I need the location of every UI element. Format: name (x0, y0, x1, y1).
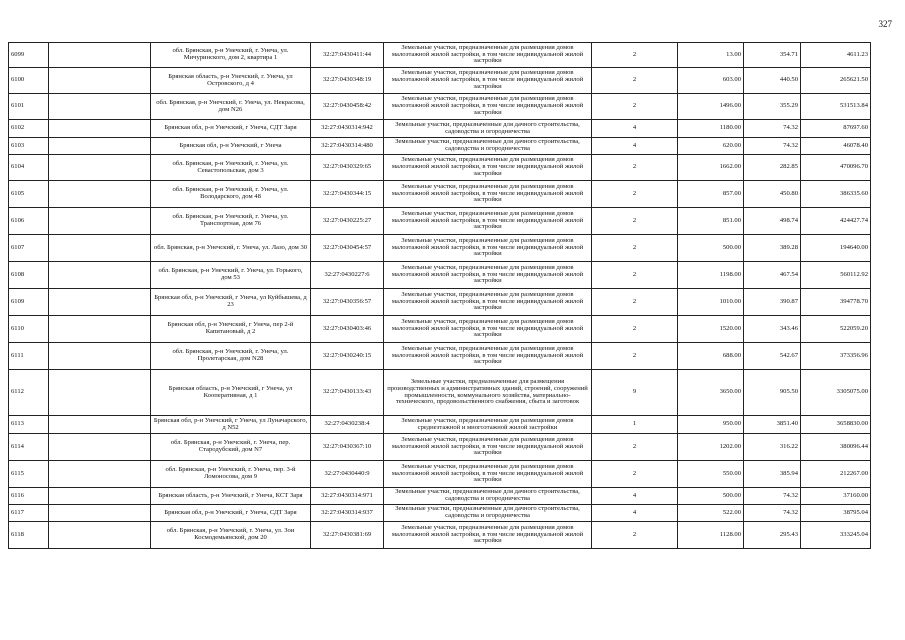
permitted-use-cell: Земельные участки, предназначенные для дачного строительства, садоводства и огородничества (384, 505, 592, 522)
cadastral-value-cell: 424427.74 (801, 208, 871, 235)
address-cell: Брянская обл, р-н Унечский, г Унеча, ул Куйбышева, д 23 (151, 289, 311, 316)
cadastral-value-cell: 386335.60 (801, 181, 871, 208)
spacer-cell (49, 370, 151, 416)
cadastral-value-cell: 38795.04 (801, 505, 871, 522)
area-cell: 3650.00 (678, 370, 744, 416)
table-row (9, 43, 871, 68)
permitted-use-cell: Земельные участки, предназначенные для размещения производственных и административных зданий, строений, сооружений промышленности, коммунального хозяйства, материально-технического, продовольственного снабжения, сбыта и заготовок (384, 370, 592, 416)
area-cell: 851.00 (678, 208, 744, 235)
table-row (9, 434, 871, 461)
cadastral-number-cell: 32:27:0430356:57 (311, 289, 384, 316)
table-row (9, 94, 871, 120)
spacer-cell (49, 208, 151, 235)
specific-value-cell: 467.54 (744, 262, 801, 289)
spacer-cell (49, 488, 151, 505)
use-group-cell: 2 (592, 262, 678, 289)
table-row (9, 522, 871, 549)
spacer-cell (49, 94, 151, 120)
parcel-number-cell: 6109 (9, 289, 49, 316)
cadastral-number-cell: 32:27:0430314:942 (311, 120, 384, 138)
area-cell: 1128.00 (678, 522, 744, 549)
use-group-cell: 2 (592, 289, 678, 316)
area-cell: 1180.00 (678, 120, 744, 138)
cadastral-number-cell: 32:27:0430344:15 (311, 181, 384, 208)
permitted-use-cell: Земельные участки, предназначенные для размещения домов малоэтажной жилой застройки, в том числе индивидуальной жилой застройки (384, 316, 592, 343)
use-group-cell: 2 (592, 181, 678, 208)
specific-value-cell: 295.43 (744, 522, 801, 549)
address-cell: обл. Брянская, р-н Унечский, г. Унеча, ул. Пролетарская, дом N28 (151, 343, 311, 370)
specific-value-cell: 354.71 (744, 43, 801, 68)
parcel-number-cell: 6110 (9, 316, 49, 343)
spacer-cell (49, 416, 151, 434)
spacer-cell (49, 461, 151, 488)
specific-value-cell: 74.32 (744, 120, 801, 138)
cadastral-value-cell: 194640.00 (801, 235, 871, 262)
cadastral-number-cell: 32:27:0430411:44 (311, 43, 384, 68)
table-body (9, 43, 871, 549)
use-group-cell: 4 (592, 488, 678, 505)
cadastral-value-cell: 4611.23 (801, 43, 871, 68)
cadastral-value-cell: 265621.50 (801, 68, 871, 94)
table-row (9, 289, 871, 316)
use-group-cell: 2 (592, 68, 678, 94)
specific-value-cell: 385.94 (744, 461, 801, 488)
use-group-cell: 9 (592, 370, 678, 416)
area-cell: 522.00 (678, 505, 744, 522)
address-cell: Брянская область, р-н Унечский, г Унеча, ул Кооперативная, д 1 (151, 370, 311, 416)
address-cell: обл. Брянская, р-н Унечский, г. Унеча, ул. Лазо, дом 30 (151, 235, 311, 262)
cadastral-number-cell: 32:27:0430348:19 (311, 68, 384, 94)
parcel-number-cell: 6105 (9, 181, 49, 208)
specific-value-cell: 74.32 (744, 488, 801, 505)
cadastral-number-cell: 32:27:0430367:10 (311, 434, 384, 461)
parcel-number-cell: 6113 (9, 416, 49, 434)
cadastral-value-cell: 470096.70 (801, 155, 871, 181)
address-cell: Брянская обл, р-н Унечский, г Унеча, пер 2-й Капитановый, д 2 (151, 316, 311, 343)
table-row (9, 208, 871, 235)
address-cell: обл. Брянская, р-н Унечский, г. Унеча, ул. Мичуринского, дом 2, квартира 1 (151, 43, 311, 68)
use-group-cell: 2 (592, 235, 678, 262)
cadastral-value-table (8, 42, 871, 549)
spacer-cell (49, 505, 151, 522)
permitted-use-cell: Земельные участки, предназначенные для размещения домов малоэтажной жилой застройки, в том числе индивидуальной жилой застройки (384, 181, 592, 208)
cadastral-value-cell: 394778.70 (801, 289, 871, 316)
address-cell: обл. Брянская, р-н Унечский, г. Унеча, пер. Стародубский, дом N7 (151, 434, 311, 461)
cadastral-number-cell: 32:27:0430440:9 (311, 461, 384, 488)
spacer-cell (49, 43, 151, 68)
spacer-cell (49, 289, 151, 316)
spacer-cell (49, 120, 151, 138)
table-row (9, 316, 871, 343)
use-group-cell: 4 (592, 138, 678, 155)
cadastral-value-cell: 87697.60 (801, 120, 871, 138)
parcel-number-cell: 6104 (9, 155, 49, 181)
table-row (9, 505, 871, 522)
parcel-number-cell: 6100 (9, 68, 49, 94)
specific-value-cell: 905.50 (744, 370, 801, 416)
permitted-use-cell: Земельные участки, предназначенные для размещения домов малоэтажной жилой застройки, в том числе индивидуальной жилой застройки (384, 522, 592, 549)
use-group-cell: 2 (592, 94, 678, 120)
permitted-use-cell: Земельные участки, предназначенные для размещения домов малоэтажной жилой застройки, в том числе индивидуальной жилой застройки (384, 461, 592, 488)
use-group-cell: 2 (592, 155, 678, 181)
parcel-number-cell: 6099 (9, 43, 49, 68)
table-row (9, 181, 871, 208)
parcel-number-cell: 6112 (9, 370, 49, 416)
spacer-cell (49, 235, 151, 262)
cadastral-number-cell: 32:27:0430240:15 (311, 343, 384, 370)
cadastral-number-cell: 32:27:0430238:4 (311, 416, 384, 434)
cadastral-number-cell: 32:27:0430381:69 (311, 522, 384, 549)
specific-value-cell: 389.28 (744, 235, 801, 262)
use-group-cell: 2 (592, 343, 678, 370)
use-group-cell: 1 (592, 416, 678, 434)
address-cell: Брянская обл, р-н Унечский, г Унеча, СДТ Заря (151, 120, 311, 138)
page-number: 327 (878, 19, 892, 29)
table-row (9, 262, 871, 289)
cadastral-value-cell: 531513.84 (801, 94, 871, 120)
use-group-cell: 4 (592, 505, 678, 522)
specific-value-cell: 390.87 (744, 289, 801, 316)
address-cell: Брянская обл, р-н Унечский, г Унеча, СДТ Заря (151, 505, 311, 522)
address-cell: обл. Брянская, р-н Унечский, г. Унеча, ул. Севастопольская, дом 3 (151, 155, 311, 181)
spacer-cell (49, 138, 151, 155)
address-cell: Брянская область, р-н Унечский, г Унеча, КСТ Заря (151, 488, 311, 505)
area-cell: 1496.00 (678, 94, 744, 120)
cadastral-value-cell: 560112.92 (801, 262, 871, 289)
area-cell: 500.00 (678, 235, 744, 262)
address-cell: обл. Брянская, р-н Унечский, г. Унеча, ул. Володарского, дом 48 (151, 181, 311, 208)
area-cell: 550.00 (678, 461, 744, 488)
use-group-cell: 2 (592, 461, 678, 488)
address-cell: обл. Брянская, р-н Унечский, г. Унеча, ул. Транспортная, дом 76 (151, 208, 311, 235)
parcel-number-cell: 6101 (9, 94, 49, 120)
address-cell: обл. Брянская, р-н Унечский, г. Унеча, ул. Некрасова, дом N26 (151, 94, 311, 120)
cadastral-number-cell: 32:27:0430227:6 (311, 262, 384, 289)
spacer-cell (49, 155, 151, 181)
cadastral-value-cell: 46078.40 (801, 138, 871, 155)
cadastral-value-cell: 3305075.00 (801, 370, 871, 416)
spacer-cell (49, 68, 151, 94)
cadastral-number-cell: 32:27:0430458:42 (311, 94, 384, 120)
specific-value-cell: 440.50 (744, 68, 801, 94)
cadastral-value-cell: 37160.00 (801, 488, 871, 505)
address-cell: Брянская обл, р-н Унечский, г Унеча, ул Луначарского, д N52 (151, 416, 311, 434)
use-group-cell: 2 (592, 522, 678, 549)
area-cell: 950.00 (678, 416, 744, 434)
cadastral-number-cell: 32:27:0430314:937 (311, 505, 384, 522)
area-cell: 1010.00 (678, 289, 744, 316)
cadastral-value-cell: 373356.96 (801, 343, 871, 370)
specific-value-cell: 498.74 (744, 208, 801, 235)
area-cell: 13.00 (678, 43, 744, 68)
area-cell: 688.00 (678, 343, 744, 370)
parcel-number-cell: 6103 (9, 138, 49, 155)
table-row (9, 155, 871, 181)
cadastral-number-cell: 32:27:0430329:65 (311, 155, 384, 181)
specific-value-cell: 450.80 (744, 181, 801, 208)
cadastral-value-cell: 333245.04 (801, 522, 871, 549)
cadastral-value-cell: 380096.44 (801, 434, 871, 461)
table-row (9, 138, 871, 155)
area-cell: 857.00 (678, 181, 744, 208)
table-row (9, 235, 871, 262)
specific-value-cell: 316.22 (744, 434, 801, 461)
area-cell: 500.00 (678, 488, 744, 505)
specific-value-cell: 3851.40 (744, 416, 801, 434)
parcel-number-cell: 6108 (9, 262, 49, 289)
use-group-cell: 2 (592, 208, 678, 235)
parcel-number-cell: 6116 (9, 488, 49, 505)
area-cell: 1202.00 (678, 434, 744, 461)
table-row (9, 370, 871, 416)
cadastral-number-cell: 32:27:0430403:46 (311, 316, 384, 343)
specific-value-cell: 343.46 (744, 316, 801, 343)
specific-value-cell: 282.85 (744, 155, 801, 181)
table-row (9, 461, 871, 488)
table-row (9, 416, 871, 434)
permitted-use-cell: Земельные участки, предназначенные для размещения домов малоэтажной жилой застройки, в том числе индивидуальной жилой застройки (384, 208, 592, 235)
specific-value-cell: 74.32 (744, 138, 801, 155)
use-group-cell: 2 (592, 316, 678, 343)
permitted-use-cell: Земельные участки, предназначенные для размещения домов среднеэтажной и многоэтажной жилой застройки (384, 416, 592, 434)
specific-value-cell: 74.32 (744, 505, 801, 522)
permitted-use-cell: Земельные участки, предназначенные для размещения домов малоэтажной жилой застройки, в том числе индивидуальной жилой застройки (384, 155, 592, 181)
parcel-number-cell: 6118 (9, 522, 49, 549)
parcel-number-cell: 6115 (9, 461, 49, 488)
spacer-cell (49, 343, 151, 370)
spacer-cell (49, 316, 151, 343)
area-cell: 1662.00 (678, 155, 744, 181)
table-row (9, 343, 871, 370)
table-row (9, 120, 871, 138)
parcel-number-cell: 6107 (9, 235, 49, 262)
permitted-use-cell: Земельные участки, предназначенные для размещения домов малоэтажной жилой застройки, в том числе индивидуальной жилой застройки (384, 289, 592, 316)
area-cell: 603.00 (678, 68, 744, 94)
permitted-use-cell: Земельные участки, предназначенные для дачного строительства, садоводства и огородничества (384, 488, 592, 505)
area-cell: 1520.00 (678, 316, 744, 343)
spacer-cell (49, 262, 151, 289)
table-row (9, 488, 871, 505)
spacer-cell (49, 434, 151, 461)
spacer-cell (49, 181, 151, 208)
area-cell: 1198.00 (678, 262, 744, 289)
table-row (9, 68, 871, 94)
cadastral-number-cell: 32:27:0430314:480 (311, 138, 384, 155)
cadastral-number-cell: 32:27:0430133:43 (311, 370, 384, 416)
address-cell: обл. Брянская, р-н Унечский, г. Унеча, ул. Горького, дом 53 (151, 262, 311, 289)
area-cell: 620.00 (678, 138, 744, 155)
address-cell: Брянская область, р-н Унечский, г. Унеча, ул Островского, д 4 (151, 68, 311, 94)
use-group-cell: 4 (592, 120, 678, 138)
parcel-number-cell: 6111 (9, 343, 49, 370)
permitted-use-cell: Земельные участки, предназначенные для размещения домов малоэтажной жилой застройки, в том числе индивидуальной жилой застройки (384, 434, 592, 461)
parcel-number-cell: 6102 (9, 120, 49, 138)
permitted-use-cell: Земельные участки, предназначенные для размещения домов малоэтажной жилой застройки, в том числе индивидуальной жилой застройки (384, 343, 592, 370)
cadastral-number-cell: 32:27:0430225:27 (311, 208, 384, 235)
parcel-number-cell: 6114 (9, 434, 49, 461)
address-cell: обл. Брянская, р-н Унечский, г. Унеча, ул. Зои Космодемьянской, дом 20 (151, 522, 311, 549)
permitted-use-cell: Земельные участки, предназначенные для дачного строительства, садоводства и огородничества (384, 120, 592, 138)
parcel-number-cell: 6117 (9, 505, 49, 522)
address-cell: Брянская обл, р-н Унечский, г Унеча (151, 138, 311, 155)
use-group-cell: 2 (592, 434, 678, 461)
permitted-use-cell: Земельные участки, предназначенные для размещения домов малоэтажной жилой застройки, в том числе индивидуальной жилой застройки (384, 262, 592, 289)
permitted-use-cell: Земельные участки, предназначенные для размещения домов малоэтажной жилой застройки, в том числе индивидуальной жилой застройки (384, 235, 592, 262)
address-cell: обл. Брянская, р-н Унечский, г. Унеча, пер. 3-й Ломоносова, дом 9 (151, 461, 311, 488)
permitted-use-cell: Земельные участки, предназначенные для дачного строительства, садоводства и огородничества (384, 138, 592, 155)
specific-value-cell: 355.29 (744, 94, 801, 120)
specific-value-cell: 542.67 (744, 343, 801, 370)
cadastral-number-cell: 32:27:0430454:57 (311, 235, 384, 262)
permitted-use-cell: Земельные участки, предназначенные для размещения домов малоэтажной жилой застройки, в том числе индивидуальной жилой застройки (384, 94, 592, 120)
cadastral-value-cell: 3658830.00 (801, 416, 871, 434)
permitted-use-cell: Земельные участки, предназначенные для размещения домов малоэтажной жилой застройки, в том числе индивидуальной жилой застройки (384, 43, 592, 68)
permitted-use-cell: Земельные участки, предназначенные для размещения домов малоэтажной жилой застройки, в том числе индивидуальной жилой застройки (384, 68, 592, 94)
cadastral-value-cell: 212267.00 (801, 461, 871, 488)
use-group-cell: 2 (592, 43, 678, 68)
parcel-number-cell: 6106 (9, 208, 49, 235)
spacer-cell (49, 522, 151, 549)
cadastral-value-cell: 522059.20 (801, 316, 871, 343)
cadastral-number-cell: 32:27:0430314:971 (311, 488, 384, 505)
